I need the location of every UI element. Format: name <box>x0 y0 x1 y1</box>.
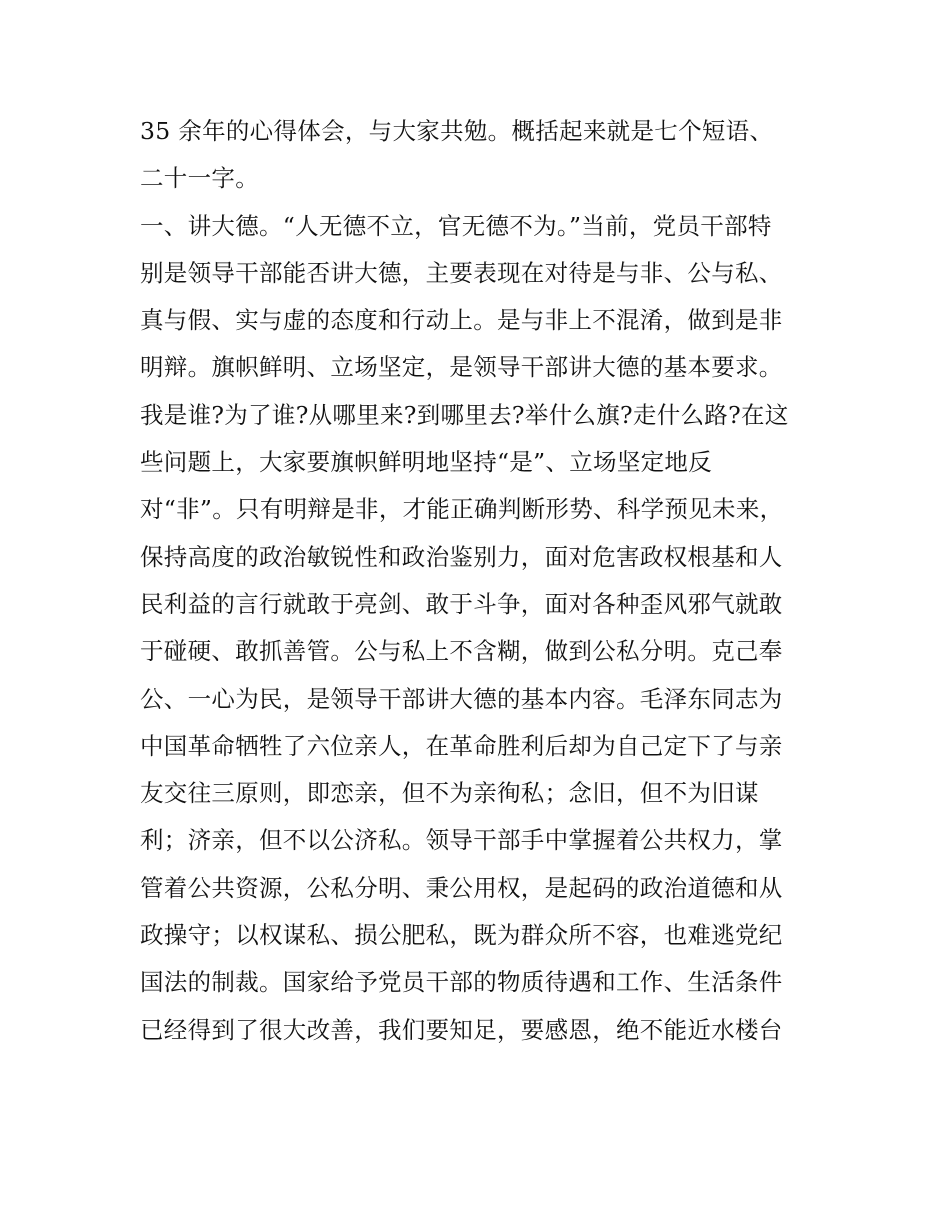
text-line: 保持高度的政治敏锐性和政治鉴别力，面对危害政权根基和人 <box>140 542 783 571</box>
text-line: 公、一心为民，是领导干部讲大德的基本内容。毛泽东同志为 <box>140 684 783 713</box>
text-line: 国法的制裁。国家给予党员干部的物质待遇和工作、生活条件 <box>140 968 783 997</box>
text-line: 中国革命牺牲了六位亲人，在革命胜利后却为自己定下了与亲 <box>140 731 783 760</box>
text-line: 于碰硬、敢抓善管。公与私上不含糊，做到公私分明。克己奉 <box>140 637 783 666</box>
text-line: 一、讲大德。“人无德不立，官无德不为。”当前，党员干部特 <box>140 211 772 240</box>
text-line: 真与假、实与虚的态度和行动上。是与非上不混淆，做到是非 <box>140 306 783 335</box>
text-line: 政操守；以权谋私、损公肥私，既为群众所不容，也难逃党纪 <box>140 921 783 950</box>
text-line: 二十一字。 <box>140 164 259 193</box>
text-line: 35 余年的心得体会，与大家共勉。概括起来就是七个短语、 <box>140 117 774 145</box>
body-text <box>140 108 820 1054</box>
text-line: 对“非”。只有明辩是非，才能正确判断形势、科学预见未来， <box>140 495 784 524</box>
text-line: 明辩。旗帜鲜明、立场坚定，是领导干部讲大德的基本要求。 <box>140 353 783 382</box>
text-line: 别是领导干部能否讲大德，主要表现在对待是与非、公与私、 <box>140 258 783 287</box>
text-line: 些问题上，大家要旗帜鲜明地坚持“是”、立场坚定地反 <box>140 448 713 477</box>
text-line: 利；济亲，但不以公济私。领导干部手中掌握着公共权力，掌 <box>140 826 783 855</box>
text-line: 已经得到了很大改善，我们要知足，要感恩，绝不能近水楼台 <box>140 1015 783 1044</box>
text-line: 民利益的言行就敢于亮剑、敢于斗争，面对各种歪风邪气就敢 <box>140 589 783 618</box>
text-line: 友交往三原则，即恋亲，但不为亲徇私；念旧，但不为旧谋 <box>140 779 759 808</box>
text-line: 管着公共资源，公私分明、秉公用权，是起码的政治道德和从 <box>140 873 783 902</box>
text-line: 我是谁?为了谁?从哪里来?到哪里去?举什么旗?走什么路?在这 <box>140 400 789 429</box>
